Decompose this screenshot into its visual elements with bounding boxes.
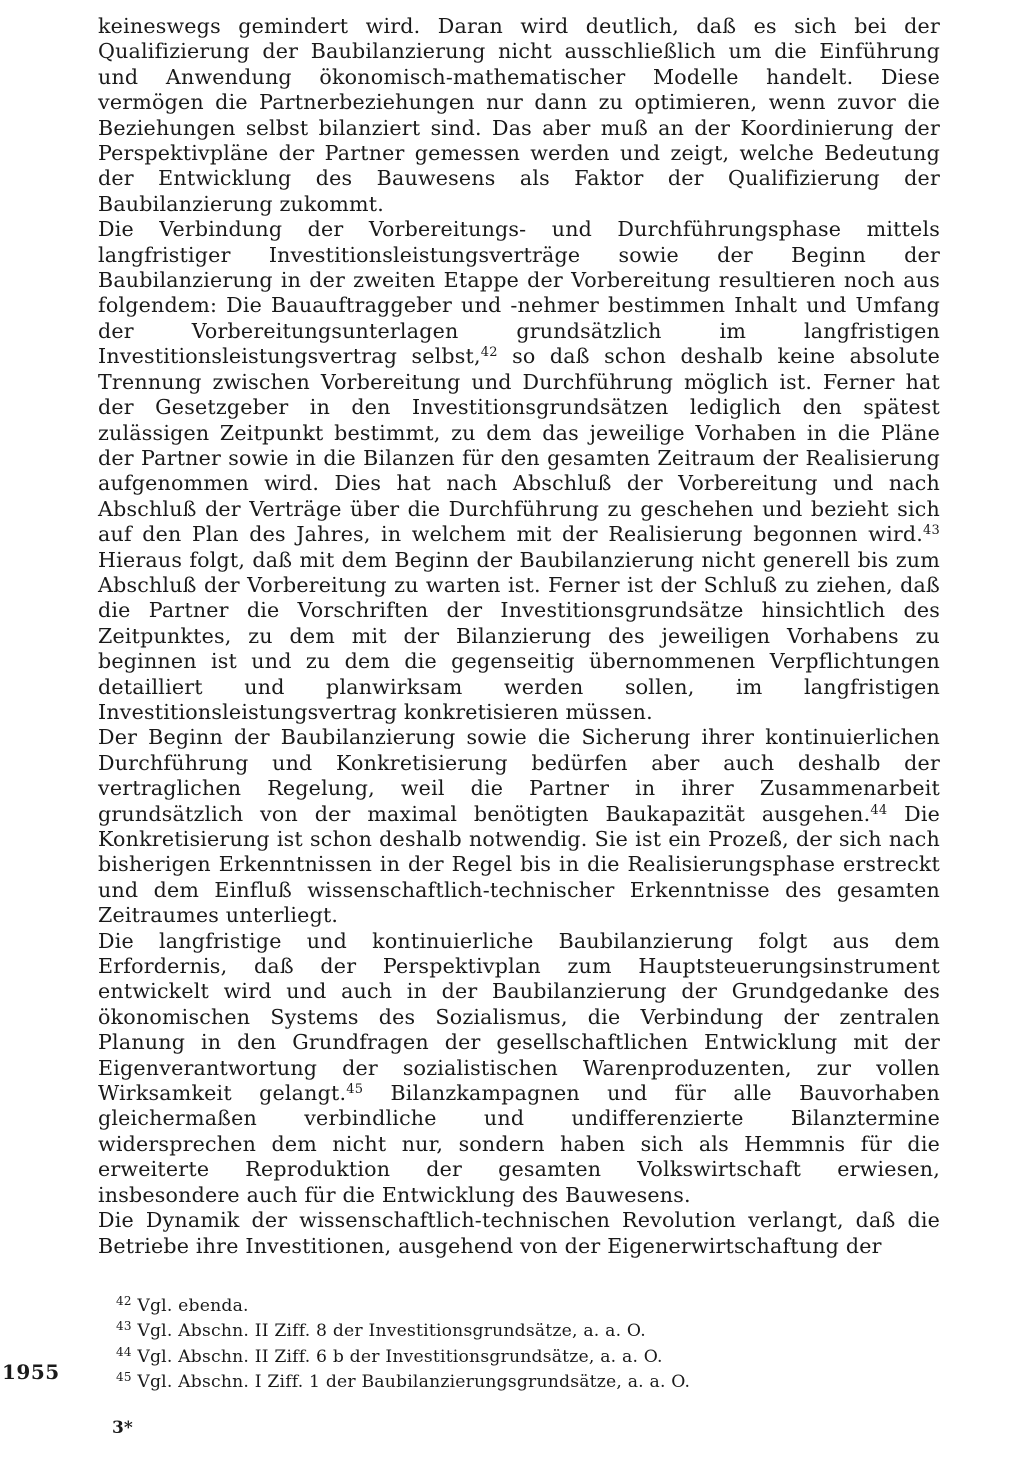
footnotes: [116, 1294, 936, 1396]
footnote-ref-43: 43: [923, 523, 940, 539]
footnote-ref-42: 42: [480, 345, 498, 361]
footnote-45: [116, 1370, 936, 1395]
paragraph-3-text-a: Der Beginn der Baubilanzierung sowie die Sicherung ihrer kontinuierlichen Durchführung und Konkretisierung bedürfen aber auch deshalb der vertraglichen Regelung, weil die Partner in ihrer Zusammenarbeit grundsätzlich von der maximal benötigten Baukapazität ausgehen.: [98, 725, 940, 826]
footnote-text: Vgl. ebenda.: [131, 1296, 249, 1316]
paragraph-2-text-b: so daß schon deshalb keine absolute Trennung zwischen Vorbereitung und Durchführung möglich ist. Ferner hat der Gesetzgeber in den Investitionsgrundsätzen lediglich den spätest zulässigen Zeitpunkt bestimmt, zu dem das jeweilige Vorhaben in die Pläne der Partner sowie in die Bilanzen für den gesamten Zeitraum der Realisierung aufgenommen wird. Dies hat nach Abschluß der Vorbereitung und nach Abschluß der Verträge über die Durchführung zu geschehen und bezieht sich auf den Plan des Jahres, in welchem mit der Realisierung begonnen wird.: [98, 344, 940, 547]
paragraph-3: [98, 725, 940, 928]
footnote-44: [116, 1345, 936, 1370]
footnote-42: [116, 1294, 936, 1319]
paragraph-4-text-a: Die langfristige und kontinuierliche Baubilanzierung folgt aus dem Erfordernis, daß der Perspektivplan zum Hauptsteuerungsinstrument entwickelt wird und auch in der Baubilanzierung der Grundgedanke des ökonomischen Systems des Sozialismus, die Verbindung der zentralen Planung in den Grundfragen der gesellschaftlichen Entwicklung mit der Eigenverantwortung der sozialistischen Warenproduzenten, zur vollen Wirksamkeit gelangt.: [98, 928, 940, 1106]
paragraph-4: [98, 929, 940, 1208]
paragraph-2-text-a: Die Verbindung der Vorbereitungs- und Durchführungsphase mittels langfristiger Investitionsleistungsverträge sowie der Beginn der Baubilanzierung in der zweiten Etappe der Vorbereitung resultieren noch aus folgendem: Die Bauauftraggeber und -nehmer bestimmen Inhalt und Umfang der Vorbereitungsunterlagen grundsätzlich im langfristigen Investitionsleistungsvertrag selbst,: [98, 217, 940, 369]
footnote-ref-45: 45: [346, 1082, 364, 1098]
paragraph-5-text: Die Dynamik der wissenschaftlich-technischen Revolution verlangt, daß die Betriebe ihre Investitionen, ausgehend von der Eigenerwirtschaftung der: [98, 1208, 940, 1258]
paragraph-3-text-b: Die Konkretisierung ist schon deshalb notwendig. Sie ist ein Prozeß, der sich nach bisherigen Erkenntnissen in der Regel bis in die Realisierungsphase erstreckt und dem Einfluß wissenschaftlich-technischer Erkenntnisse des gesamten Zeitraumes unterliegt.: [98, 801, 940, 928]
footnote-text: Vgl. Abschn. I Ziff. 1 der Baubilanzierungsgrundsätze, a. a. O.: [131, 1372, 691, 1393]
paragraph-2-text-c: Hieraus folgt, daß mit dem Beginn der Baubilanzierung nicht generell bis zum Abschluß der Vorbereitung zu warten ist. Ferner ist der Schluß zu ziehen, daß die Partner die Vorschriften der Investitionsgrundsätze hinsichtlich des Zeitpunktes, zu dem mit der Bilanzierung des jeweiligen Vorhabens zu beginnen ist und zu dem die gegenseitig übernommenen Verpflichtungen detailliert und planwirksam werden sollen, im langfristigen Investitionsleistungsvertrag konkretisieren müssen.: [98, 547, 940, 724]
footnote-number: 44: [116, 1344, 132, 1359]
footnote-number: 42: [116, 1294, 132, 1308]
footnote-ref-44: 44: [870, 802, 888, 818]
footnote-number: 43: [116, 1319, 132, 1334]
page-body: [98, 14, 940, 1259]
signature-mark: 3*: [112, 1418, 133, 1438]
paragraph-4-text-b: Bilanzkampagnen und für alle Bauvorhaben gleichermaßen verbindliche und undifferenzierte Bilanztermine widersprechen dem nicht nur, sondern haben sich als Hemmnis für die erweiterte Reproduktion der gesamten Volkswirtschaft erwiesen, insbesondere auch für die Entwicklung des Bauwesens.: [98, 1081, 940, 1207]
footnote-text: Vgl. Abschn. II Ziff. 8 der Investitionsgrundsätze, a. a. O.: [131, 1321, 646, 1342]
paragraph-2: [98, 217, 940, 725]
margin-page-number: 1955: [2, 1360, 60, 1384]
paragraph-1-text: keineswegs gemindert wird. Daran wird deutlich, daß es sich bei der Qualifizierung der Baubilanzierung nicht ausschließlich um die Einführung und Anwendung ökonomisch-mathematischer Modelle handelt. Diese vermögen die Partnerbeziehungen nur dann zu optimieren, wenn zuvor die Beziehungen selbst bilanziert sind. Das aber muß an der Koordinierung der Perspektivpläne der Partner gemessen werden und zeigt, welche Bedeutung der Entwicklung des Bauwesens als Faktor der Qualifizierung der Baubilanzierung zukommt.: [98, 14, 940, 216]
footnote-43: [116, 1319, 936, 1344]
footnote-text: Vgl. Abschn. II Ziff. 6 b der Investitionsgrundsätze, a. a. O.: [131, 1346, 663, 1367]
footnote-number: 45: [116, 1370, 132, 1385]
paragraph-1: [98, 14, 940, 217]
paragraph-5: [98, 1208, 940, 1259]
